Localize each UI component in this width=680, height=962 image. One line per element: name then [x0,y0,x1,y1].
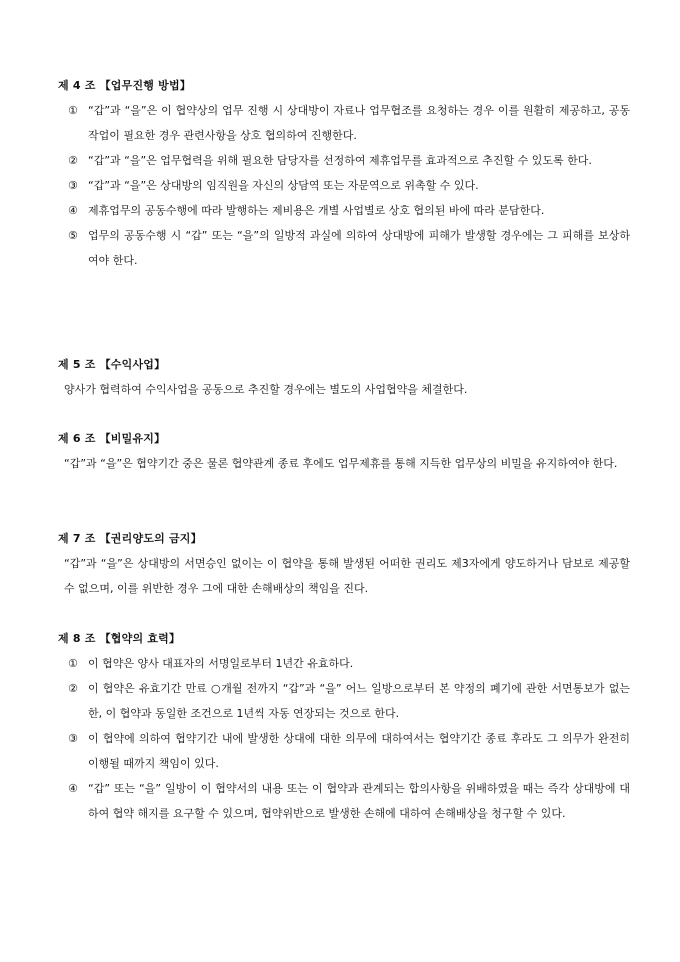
article-number: 제 5 조 [58,358,96,371]
clause-item [68,676,630,726]
clause-marker: ② [68,154,78,167]
clause-text: 이 협약은 유효기간 만료 ○개월 전까지 “갑”과 “을” 어느 일방으로부터 본 약정의 폐기에 관한 서면통보가 없는 한, 이 협약과 동일한 조건으로 1년씩 자동 연장되는 것으로 한다. [88,682,630,720]
clause-text: “갑”과 “을”은 이 협약상의 업무 진행 시 상대방이 자료나 업무협조를 요청하는 경우 이를 원활히 제공하고, 공동작업이 필요한 경우 관련사항을 상호 협의하여 진행한다. [88,104,630,142]
clause-marker: ③ [68,179,78,192]
article-body: “갑”과 “을”은 상대방의 서면승인 없이는 이 협약을 통해 발생된 어떠한 권리도 제3자에게 양도하거나 담보로 제공할 수 없으며, 이를 위반한 경우 그에 대한 손해배상의 책임을 진다. [64,557,630,595]
clause-item [68,173,630,198]
article-number: 제 4 조 [58,79,96,92]
clause-text: 제휴업무의 공동수행에 따라 발행하는 제비용은 개별 사업별로 상호 협의된 바에 따라 분담한다. [88,204,545,217]
clause-text: 이 협약은 양사 대표자의 서명일로부터 1년간 유효하다. [88,657,354,670]
article-title: 【권리양도의 금지】 [99,532,202,545]
article-title: 【비밀유지】 [99,432,166,445]
article-number: 제 8 조 [58,632,96,645]
clause-item [68,98,630,148]
clause-text: “갑”과 “을”은 상대방의 임직원을 자신의 상담역 또는 자문역으로 위촉할 수 있다. [88,179,479,192]
article-body: “갑”과 “을”은 협약기간 중은 물론 협약관계 종료 후에도 업무제휴를 통해 지득한 업무상의 비밀을 유지하여야 한다. [64,457,618,470]
clause-item [68,198,630,223]
clause-marker: ④ [68,204,78,217]
clause-text: “갑” 또는 “을” 일방이 이 협약서의 내용 또는 이 협약과 관계되는 합의사항을 위배하였을 때는 즉각 상대방에 대하여 협약 해지를 요구할 수 있으며, 협약위반으로 발생한 손해에 대하여 손해배상을 청구할 수 있다. [88,782,630,820]
article-4 [58,79,630,273]
clause-text: “갑”과 “을”은 업무협력을 위해 필요한 담당자를 선정하여 제휴업무를 효과적으로 추진할 수 있도록 한다. [88,154,592,167]
clause-item [68,651,630,676]
article-number: 제 6 조 [58,432,96,445]
article-heading [58,532,630,546]
clause-text: 이 협약에 의하여 협약기간 내에 발생한 상대에 대한 의무에 대하여서는 협약기간 종료 후라도 그 의무가 완전히 이행될 때까지 책임이 있다. [88,732,630,770]
article-heading [58,79,630,93]
clause-marker: ③ [68,732,78,745]
article-heading [58,632,630,646]
article-number: 제 7 조 [58,532,96,545]
article-title: 【협약의 효력】 [99,632,181,645]
article-body: 양사가 협력하여 수익사업을 공동으로 추진할 경우에는 별도의 사업협약을 체결한다. [64,383,468,396]
clause-item [68,148,630,173]
clause-marker: ⑤ [68,229,78,242]
article-title: 【업무진행 방법】 [99,79,191,92]
article-6 [58,432,630,476]
article-7 [58,532,630,601]
clause-text: 업무의 공동수행 시 “갑” 또는 “을”의 일방적 과실에 의하여 상대방에 피해가 발생할 경우에는 그 피해를 보상하여야 한다. [88,229,630,267]
article-8 [58,632,630,826]
article-heading [58,358,630,372]
clause-marker: ② [68,682,78,695]
clause-item [68,726,630,776]
article-title: 【수익사업】 [99,358,166,371]
article-heading [58,432,630,446]
clause-item [68,776,630,826]
clause-marker: ④ [68,782,78,795]
clause-item [68,223,630,273]
clause-marker: ① [68,657,78,670]
article-5 [58,358,630,402]
clause-marker: ① [68,104,78,117]
